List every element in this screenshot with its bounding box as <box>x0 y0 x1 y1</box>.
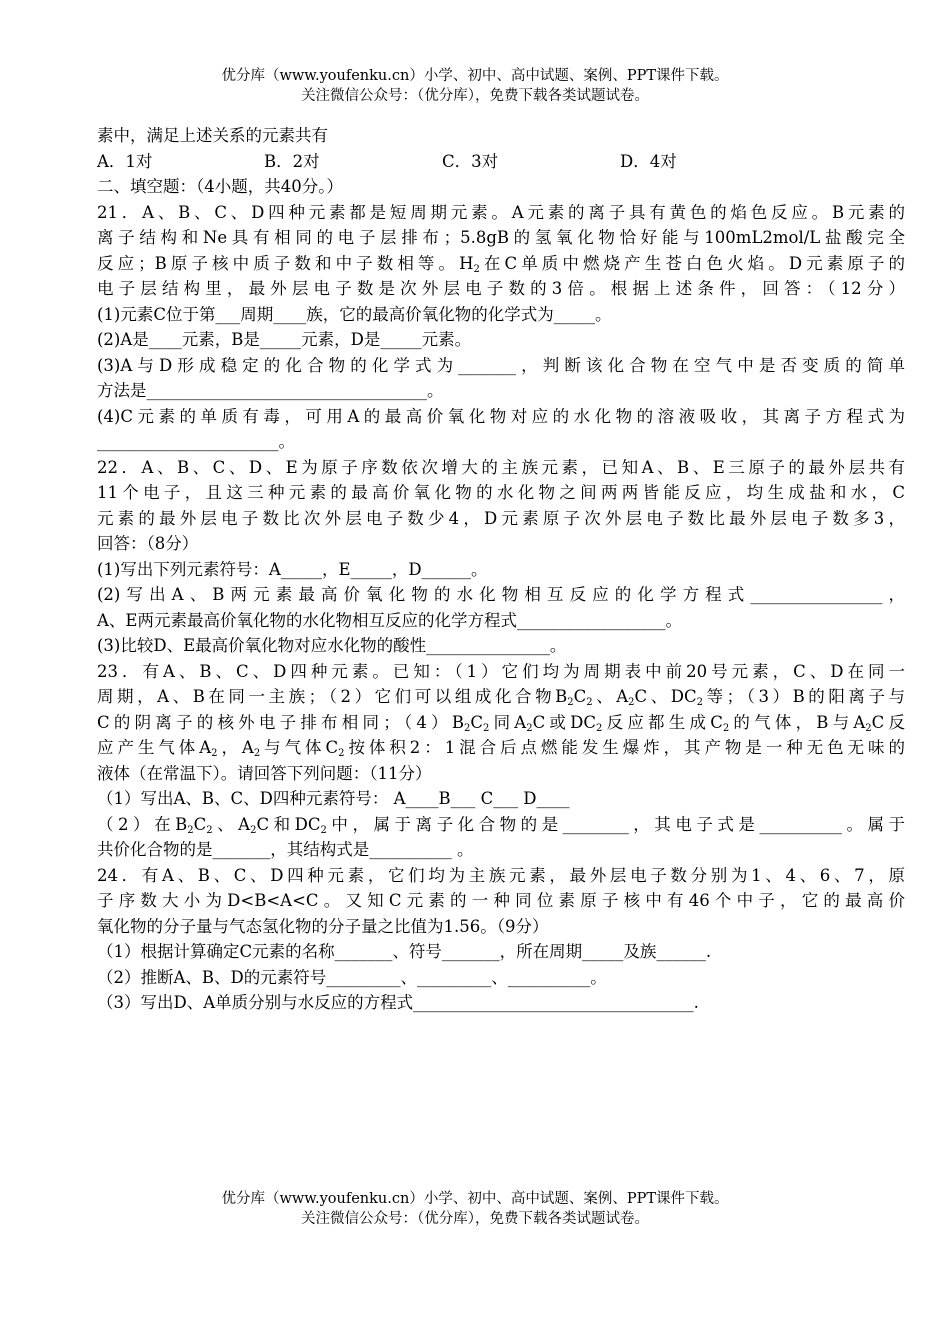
option-c: C．3对 <box>442 151 499 171</box>
q21-stem-line-4: 电子层结构里，最外层电子数是次外层电子数的3倍。根据上述条件，回答：（12分） <box>97 279 905 298</box>
q24-part-2: （2）推断A、B、D的元素符号_________、_________、__________。 <box>97 967 607 987</box>
q22-stem-line-3: 元素的最外层电子数比次外层电子数少4，D元素原子次外层电子数比最外层电子数多3， <box>97 508 905 528</box>
q23-stem-line-4: 应产生气体$A_2$，$A_2$与气体$C_2$按体积2：1混合后点燃能发生爆炸，其产物是一种无色无味的 <box>97 738 906 759</box>
header-line-1: 优分库（www.youfenku.cn）小学、初中、高中试题、案例、PPT课件下载。 <box>221 68 729 84</box>
q24-stem-line-2: 子序数大小为D<B<A<C。又知C元素的一种同位素原子核中有46个中子，它的最高价 <box>97 891 905 910</box>
exam-content <box>97 123 905 1016</box>
q21-part-4-cont: ______________________。 <box>97 432 295 451</box>
q22-part-2: (2)写出A、B两元素最高价氧化物的水化物相互反应的化学方程式________________， <box>97 585 905 604</box>
q21-stem-line-3: 反应；B原子核中质子数和中子数相等。$H_2$在C单质中燃烧产生苍白色火焰。D元素原子的 <box>97 253 905 275</box>
q22-stem-line-4: 回答：（8分） <box>97 534 199 553</box>
q21-part-4: (4)C元素的单质有毒，可用A的最高价氧化物对应的水化物的溶液吸收，其离子方程式为 <box>97 406 905 426</box>
header-line-2: 关注微信公众号：（优分库），免费下载各类试题试卷。 <box>301 88 649 104</box>
section-title: 二、填空题：（4小题，共40分。） <box>97 177 343 196</box>
footer-line-2: 关注微信公众号：（优分库），免费下载各类试题试卷。 <box>301 1211 649 1227</box>
q24-stem-line-1: 24．有A、B、C、D四种元素，它们均为主族元素，最外层电子数分别为1、4、6、7，原 <box>97 865 905 885</box>
q22-part-2-cont: A、E两元素最高价氧化物的水化物相互反应的化学方程式__________________。 <box>97 610 682 630</box>
q22-stem-line-1: 22．A、B、C、D、E为原子序数依次增大的主族元素，已知A、B、E三原子的最外层共有 <box>97 457 905 477</box>
footer-line-1: 优分库（www.youfenku.cn）小学、初中、高中试题、案例、PPT课件下载。 <box>221 1191 729 1207</box>
q21-part-3: (3)A与D形成稳定的化合物的化学式为_______，判断该化合物在空气中是否变质的简单 <box>97 355 905 375</box>
q20-options <box>97 149 905 175</box>
q23-stem-line-3: C的阴离子的核外电子排布相同；$(4)B_2C_2$同$A_2C$或$DC_2$反应都生成$C_2$的气体，B与$A_2C$反 <box>97 712 906 734</box>
q23-part-2: （2）在$B_2C_2$、$A_2C$和$DC_2$中，属于离子化合物的是________，其电子式是__________。属于 <box>97 814 906 836</box>
q23-stem-line-5: 液体（在常温下）。请回答下列问题：（11分） <box>97 763 432 783</box>
q23-stem-line-2: 周期，A、B在同一主族；（2）它们可以组成化合物$B_2C_2$、$A_2C$、$DC_2$等；（3）B的阳离子与 <box>97 687 906 708</box>
q22-part-3: (3)比较D、E最高价氧化物对应水化物的酸性_______________。 <box>97 636 567 655</box>
q23-part-2-cont: 共价化合物的是_______，其结构式是__________ 。 <box>97 840 474 859</box>
q24-part-3: （3）写出D、A单质分别与水反应的方程式__________________________________. <box>97 993 699 1012</box>
q23-stem-line-1: 23．有A、B、C、D四种元素。已知：（1）它们均为周期表中前20号元素，C、D在同一 <box>97 661 905 681</box>
q20-tail: 素中，满足上述关系的元素共有 <box>97 126 328 145</box>
q22-stem-line-2: 11个电子，且这三种元素的最高价氧化物的水化物之间两两皆能反应，均生成盐和水，C <box>97 483 905 502</box>
option-a: A．1对 <box>97 151 153 171</box>
q21-stem-line-2: 离子结构和Ne具有相同的电子层排布；5.8gB的氢氧化物恰好能与100mL2mol/L盐酸完全 <box>97 228 905 247</box>
q21-part-3-cont: 方法是__________________________________。 <box>97 381 444 400</box>
option-b: B．2对 <box>264 151 320 171</box>
q23-part-1: （1）写出A、B、C、D四种元素符号： A____B___ C___ D____ <box>97 789 570 808</box>
q24-stem-line-3: 氧化物的分子量与气态氢化物的分子量之比值为1.56。（9分） <box>97 916 549 936</box>
q22-part-1: (1)写出下列元素符号：A_____，E_____，D______。 <box>97 559 488 579</box>
q21-stem-line-1: 21．A、B、C、D四种元素都是短周期元素。A元素的离子具有黄色的焰色反应。B元素的 <box>97 202 905 222</box>
q24-part-1: （1）根据计算确定C元素的名称_______、符号_______，所在周期_____及族______. <box>97 942 712 961</box>
q21-part-2: (2)A是____元素，B是_____元素，D是_____元素。 <box>97 330 472 349</box>
option-d: D．4对 <box>620 151 677 171</box>
page-footer <box>0 1189 950 1229</box>
q21-part-1: (1)元素C位于第___周期____族，它的最高价氧化物的化学式为_____。 <box>97 304 612 324</box>
page-header <box>0 66 950 106</box>
